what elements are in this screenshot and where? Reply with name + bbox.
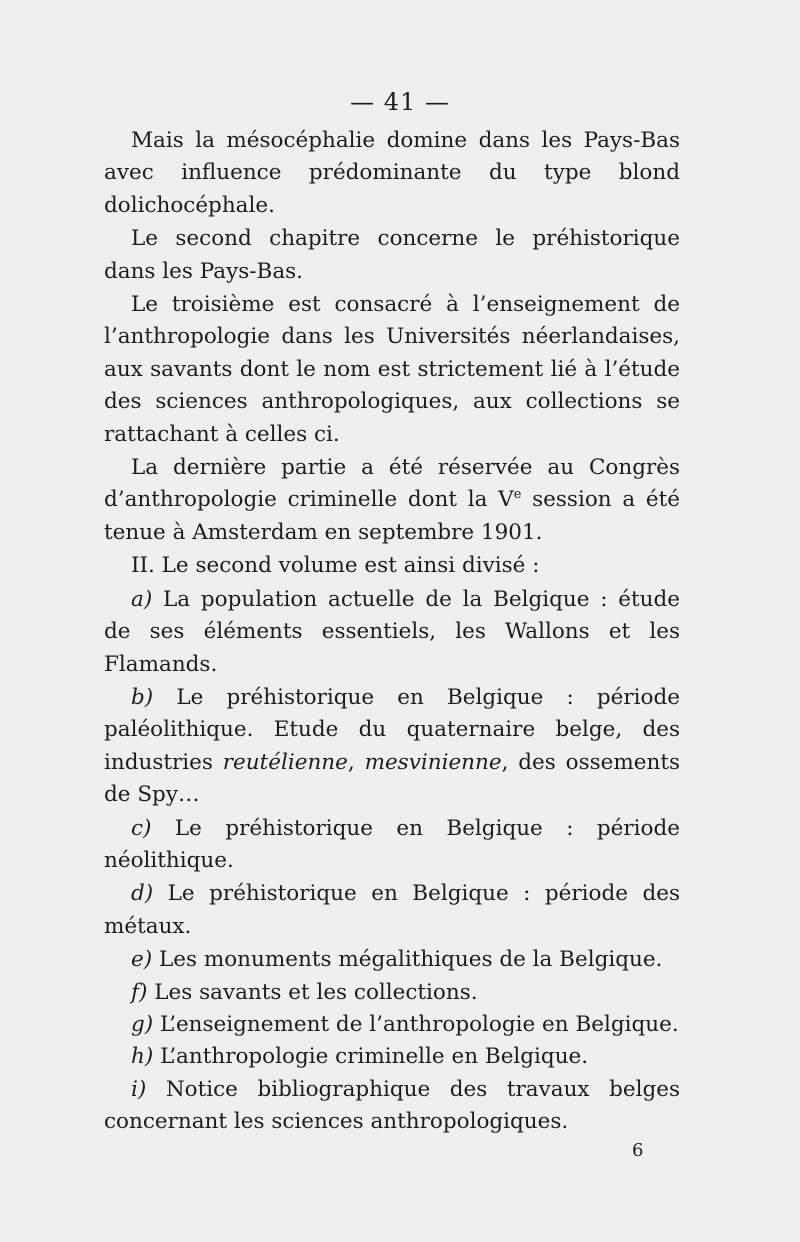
item-label: f) [131,979,148,1005]
item-text: , des ossements de Spy… [104,749,680,808]
item-text: Les savants et les collections. [154,979,478,1005]
list-item [104,944,680,976]
item-label: e) [131,947,153,973]
item-text: Le préhistorique en Belgique : période néolithique. [104,815,680,873]
list-item [104,1009,680,1041]
item-label: d) [131,881,154,907]
item-text: Les monuments mégalithiques de la Belgique. [158,947,663,973]
item-label: h) [131,1044,154,1070]
item-italic-text: reutélienne [222,749,348,775]
item-label: c) [131,815,152,841]
item-text: L’enseignement de l’anthropologie en Belgique. [160,1011,679,1037]
signature-mark: 6 [632,1140,644,1161]
item-label: b) [131,684,154,710]
list-item [104,1041,680,1073]
item-text: La population actuelle de la Belgique : étude de ses éléments essentiels, les Wallons et les Flamands. [104,586,680,677]
item-text: Le préhistorique en Belgique : période paléolithique. Etude du quaternaire belge, des industries [104,684,680,775]
list-item [104,878,680,943]
item-text: , [347,749,365,775]
paragraph: Mais la mésocéphalie domine dans les Pays-Bas avec influence prédominante du type blond dolichocéphale. [104,128,680,218]
list-item [104,584,680,681]
paragraph: II. Le second volume est ainsi divisé : [131,553,540,579]
item-label: a) [131,586,153,612]
item-label: i) [131,1076,147,1102]
list-item [104,977,680,1009]
paragraph: Le second chapitre concerne le préhistorique dans les Pays-Bas. [104,226,680,284]
item-text: L’anthropologie criminelle en Belgique. [160,1044,589,1070]
paragraph [104,452,680,549]
superscript: e [513,487,522,503]
item-text: Le préhistorique en Belgique : période des métaux. [104,881,680,939]
list-item [104,1074,680,1139]
paragraph-text: La dernière partie a été réservée au Congrès d’anthropologie criminelle dont la V [104,455,680,513]
page-number-header: — 41 — [350,88,450,116]
paragraph: Le troisième est consacré à l’enseignement de l’anthropologie dans les Universités néerlandaises, aux savants dont le nom est strictement lié à l’étude des sciences anthropologiques, aux collections se rattachant à celles ci. [104,292,680,447]
item-italic-text: mesvinienne [364,749,502,775]
list-item [104,682,680,812]
list-item [104,813,680,878]
item-text: Notice bibliographique des travaux belges concernant les sciences anthropologiques. [104,1076,680,1135]
page-body [104,125,680,1139]
item-label: g) [131,1011,154,1037]
paragraph-text: session a été tenue à Amsterdam en septembre 1901. [104,487,680,545]
